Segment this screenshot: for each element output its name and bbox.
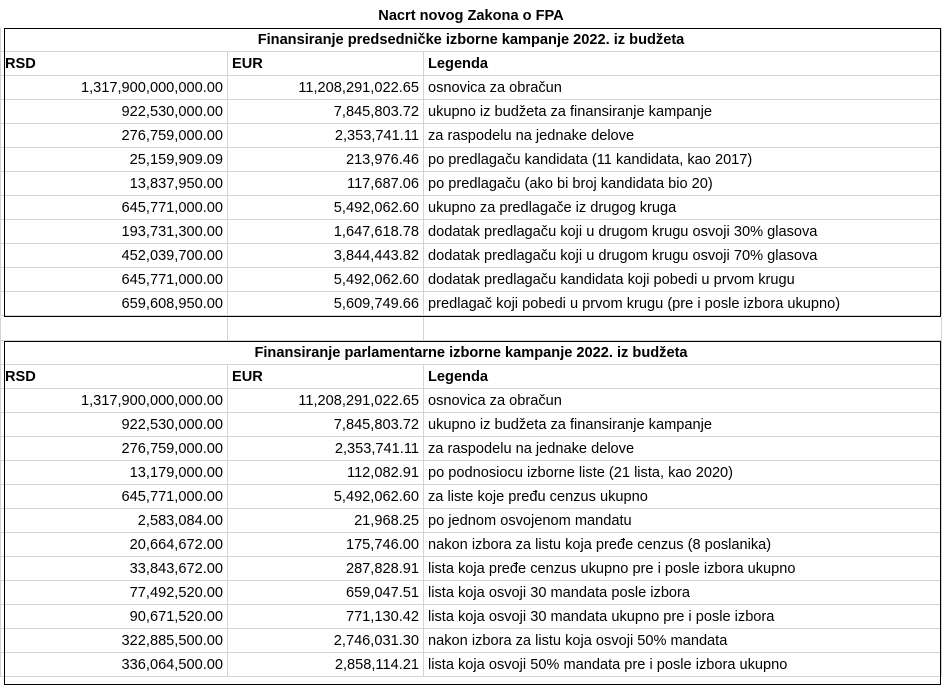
table-title-row xyxy=(0,341,948,365)
rsd-cell[interactable]: 2,583,084.00 xyxy=(0,509,228,533)
legend-cell[interactable]: po predlagaču (ako bi broj kandidata bio 20) xyxy=(424,172,942,196)
legend-cell[interactable]: dodatak predlagaču koji u drugom krugu osvoji 70% glasova xyxy=(424,244,942,268)
eur-cell[interactable]: 7,845,803.72 xyxy=(228,413,424,437)
table-row xyxy=(0,533,948,557)
eur-cell[interactable]: 5,492,062.60 xyxy=(228,196,424,220)
table-row xyxy=(0,389,948,413)
table-row xyxy=(0,509,948,533)
column-header[interactable]: EUR xyxy=(228,365,424,389)
eur-cell[interactable]: 213,976.46 xyxy=(228,148,424,172)
rsd-cell[interactable]: 659,608,950.00 xyxy=(0,292,228,316)
blank-cell[interactable] xyxy=(0,317,228,341)
legend-cell[interactable]: nakon izbora za listu koja pređe cenzus (8 poslanika) xyxy=(424,533,942,557)
rsd-cell[interactable]: 322,885,500.00 xyxy=(0,629,228,653)
legend-cell[interactable]: osnovica za obračun xyxy=(424,76,942,100)
main-title-row xyxy=(0,4,948,28)
eur-cell[interactable]: 659,047.51 xyxy=(228,581,424,605)
legend-cell[interactable]: za raspodelu na jednake delove xyxy=(424,124,942,148)
table-row xyxy=(0,485,948,509)
legend-cell[interactable]: po predlagaču kandidata (11 kandidata, kao 2017) xyxy=(424,148,942,172)
rsd-cell[interactable]: 1,317,900,000,000.00 xyxy=(0,389,228,413)
table-row xyxy=(0,413,948,437)
table-row xyxy=(0,244,948,268)
table-title[interactable]: Finansiranje parlamentarne izborne kampanje 2022. iz budžeta xyxy=(0,341,942,365)
rsd-cell[interactable]: 336,064,500.00 xyxy=(0,653,228,677)
legend-cell[interactable]: dodatak predlagaču kandidata koji pobedi u prvom krugu xyxy=(424,268,942,292)
legend-cell[interactable]: dodatak predlagaču koji u drugom krugu osvoji 30% glasova xyxy=(424,220,942,244)
legend-cell[interactable]: po podnosiocu izborne liste (21 lista, kao 2020) xyxy=(424,461,942,485)
table-row xyxy=(0,605,948,629)
rsd-cell[interactable]: 645,771,000.00 xyxy=(0,196,228,220)
legend-cell[interactable]: lista koja osvoji 50% mandata pre i posle izbora ukupno xyxy=(424,653,942,677)
table-title-row xyxy=(0,28,948,52)
rsd-cell[interactable]: 922,530,000.00 xyxy=(0,413,228,437)
rsd-cell[interactable]: 13,837,950.00 xyxy=(0,172,228,196)
rsd-cell[interactable]: 1,317,900,000,000.00 xyxy=(0,76,228,100)
table-row xyxy=(0,172,948,196)
legend-cell[interactable]: lista koja pređe cenzus ukupno pre i posle izbora ukupno xyxy=(424,557,942,581)
rsd-cell[interactable]: 20,664,672.00 xyxy=(0,533,228,557)
table-row xyxy=(0,124,948,148)
legend-cell[interactable]: lista koja osvoji 30 mandata ukupno pre i posle izbora xyxy=(424,605,942,629)
eur-cell[interactable]: 21,968.25 xyxy=(228,509,424,533)
rsd-cell[interactable]: 276,759,000.00 xyxy=(0,437,228,461)
table-row xyxy=(0,148,948,172)
table-row xyxy=(0,437,948,461)
eur-cell[interactable]: 2,746,031.30 xyxy=(228,629,424,653)
legend-cell[interactable]: za liste koje pređu cenzus ukupno xyxy=(424,485,942,509)
eur-cell[interactable]: 2,353,741.11 xyxy=(228,124,424,148)
eur-cell[interactable]: 3,844,443.82 xyxy=(228,244,424,268)
blank-row xyxy=(0,317,948,341)
rsd-cell[interactable]: 193,731,300.00 xyxy=(0,220,228,244)
eur-cell[interactable]: 175,746.00 xyxy=(228,533,424,557)
table-header-row xyxy=(0,52,948,76)
blank-cell[interactable] xyxy=(424,317,942,341)
eur-cell[interactable]: 5,492,062.60 xyxy=(228,485,424,509)
eur-cell[interactable]: 1,647,618.78 xyxy=(228,220,424,244)
table-row xyxy=(0,653,948,677)
eur-cell[interactable]: 7,845,803.72 xyxy=(228,100,424,124)
legend-cell[interactable]: nakon izbora za listu koja osvoji 50% mandata xyxy=(424,629,942,653)
table-row xyxy=(0,629,948,653)
rsd-cell[interactable]: 77,492,520.00 xyxy=(0,581,228,605)
column-header[interactable]: Legenda xyxy=(424,52,942,76)
legend-cell[interactable]: predlagač koji pobedi u prvom krugu (pre i posle izbora ukupno) xyxy=(424,292,942,316)
eur-cell[interactable]: 287,828.91 xyxy=(228,557,424,581)
table-row xyxy=(0,196,948,220)
column-header[interactable]: EUR xyxy=(228,52,424,76)
legend-cell[interactable]: za raspodelu na jednake delove xyxy=(424,437,942,461)
legend-cell[interactable]: osnovica za obračun xyxy=(424,389,942,413)
rsd-cell[interactable]: 13,179,000.00 xyxy=(0,461,228,485)
table-row xyxy=(0,461,948,485)
eur-cell[interactable]: 11,208,291,022.65 xyxy=(228,76,424,100)
rsd-cell[interactable]: 645,771,000.00 xyxy=(0,268,228,292)
legend-cell[interactable]: lista koja osvoji 30 mandata posle izbora xyxy=(424,581,942,605)
eur-cell[interactable]: 2,353,741.11 xyxy=(228,437,424,461)
rsd-cell[interactable]: 276,759,000.00 xyxy=(0,124,228,148)
legend-cell[interactable]: ukupno iz budžeta za finansiranje kampanje xyxy=(424,100,942,124)
rsd-cell[interactable]: 452,039,700.00 xyxy=(0,244,228,268)
table-row xyxy=(0,220,948,244)
rsd-cell[interactable]: 645,771,000.00 xyxy=(0,485,228,509)
column-header[interactable]: RSD xyxy=(0,52,228,76)
eur-cell[interactable]: 2,858,114.21 xyxy=(228,653,424,677)
legend-cell[interactable]: po jednom osvojenom mandatu xyxy=(424,509,942,533)
eur-cell[interactable]: 5,492,062.60 xyxy=(228,268,424,292)
rsd-cell[interactable]: 90,671,520.00 xyxy=(0,605,228,629)
blank-cell[interactable] xyxy=(228,317,424,341)
legend-cell[interactable]: ukupno za predlagače iz drugog kruga xyxy=(424,196,942,220)
eur-cell[interactable]: 771,130.42 xyxy=(228,605,424,629)
eur-cell[interactable]: 11,208,291,022.65 xyxy=(228,389,424,413)
legend-cell[interactable]: ukupno iz budžeta za finansiranje kampanje xyxy=(424,413,942,437)
table-row xyxy=(0,292,948,316)
eur-cell[interactable]: 5,609,749.66 xyxy=(228,292,424,316)
rsd-cell[interactable]: 25,159,909.09 xyxy=(0,148,228,172)
table-row xyxy=(0,268,948,292)
main-title[interactable]: Nacrt novog Zakona o FPA xyxy=(378,8,564,24)
column-header[interactable]: RSD xyxy=(0,365,228,389)
eur-cell[interactable]: 112,082.91 xyxy=(228,461,424,485)
eur-cell[interactable]: 117,687.06 xyxy=(228,172,424,196)
table-row xyxy=(0,76,948,100)
table-title[interactable]: Finansiranje predsedničke izborne kampanje 2022. iz budžeta xyxy=(0,28,942,52)
table-header-row xyxy=(0,365,948,389)
table-row xyxy=(0,581,948,605)
column-header[interactable]: Legenda xyxy=(424,365,942,389)
rsd-cell[interactable]: 33,843,672.00 xyxy=(0,557,228,581)
table-row xyxy=(0,557,948,581)
table-row xyxy=(0,100,948,124)
rsd-cell[interactable]: 922,530,000.00 xyxy=(0,100,228,124)
